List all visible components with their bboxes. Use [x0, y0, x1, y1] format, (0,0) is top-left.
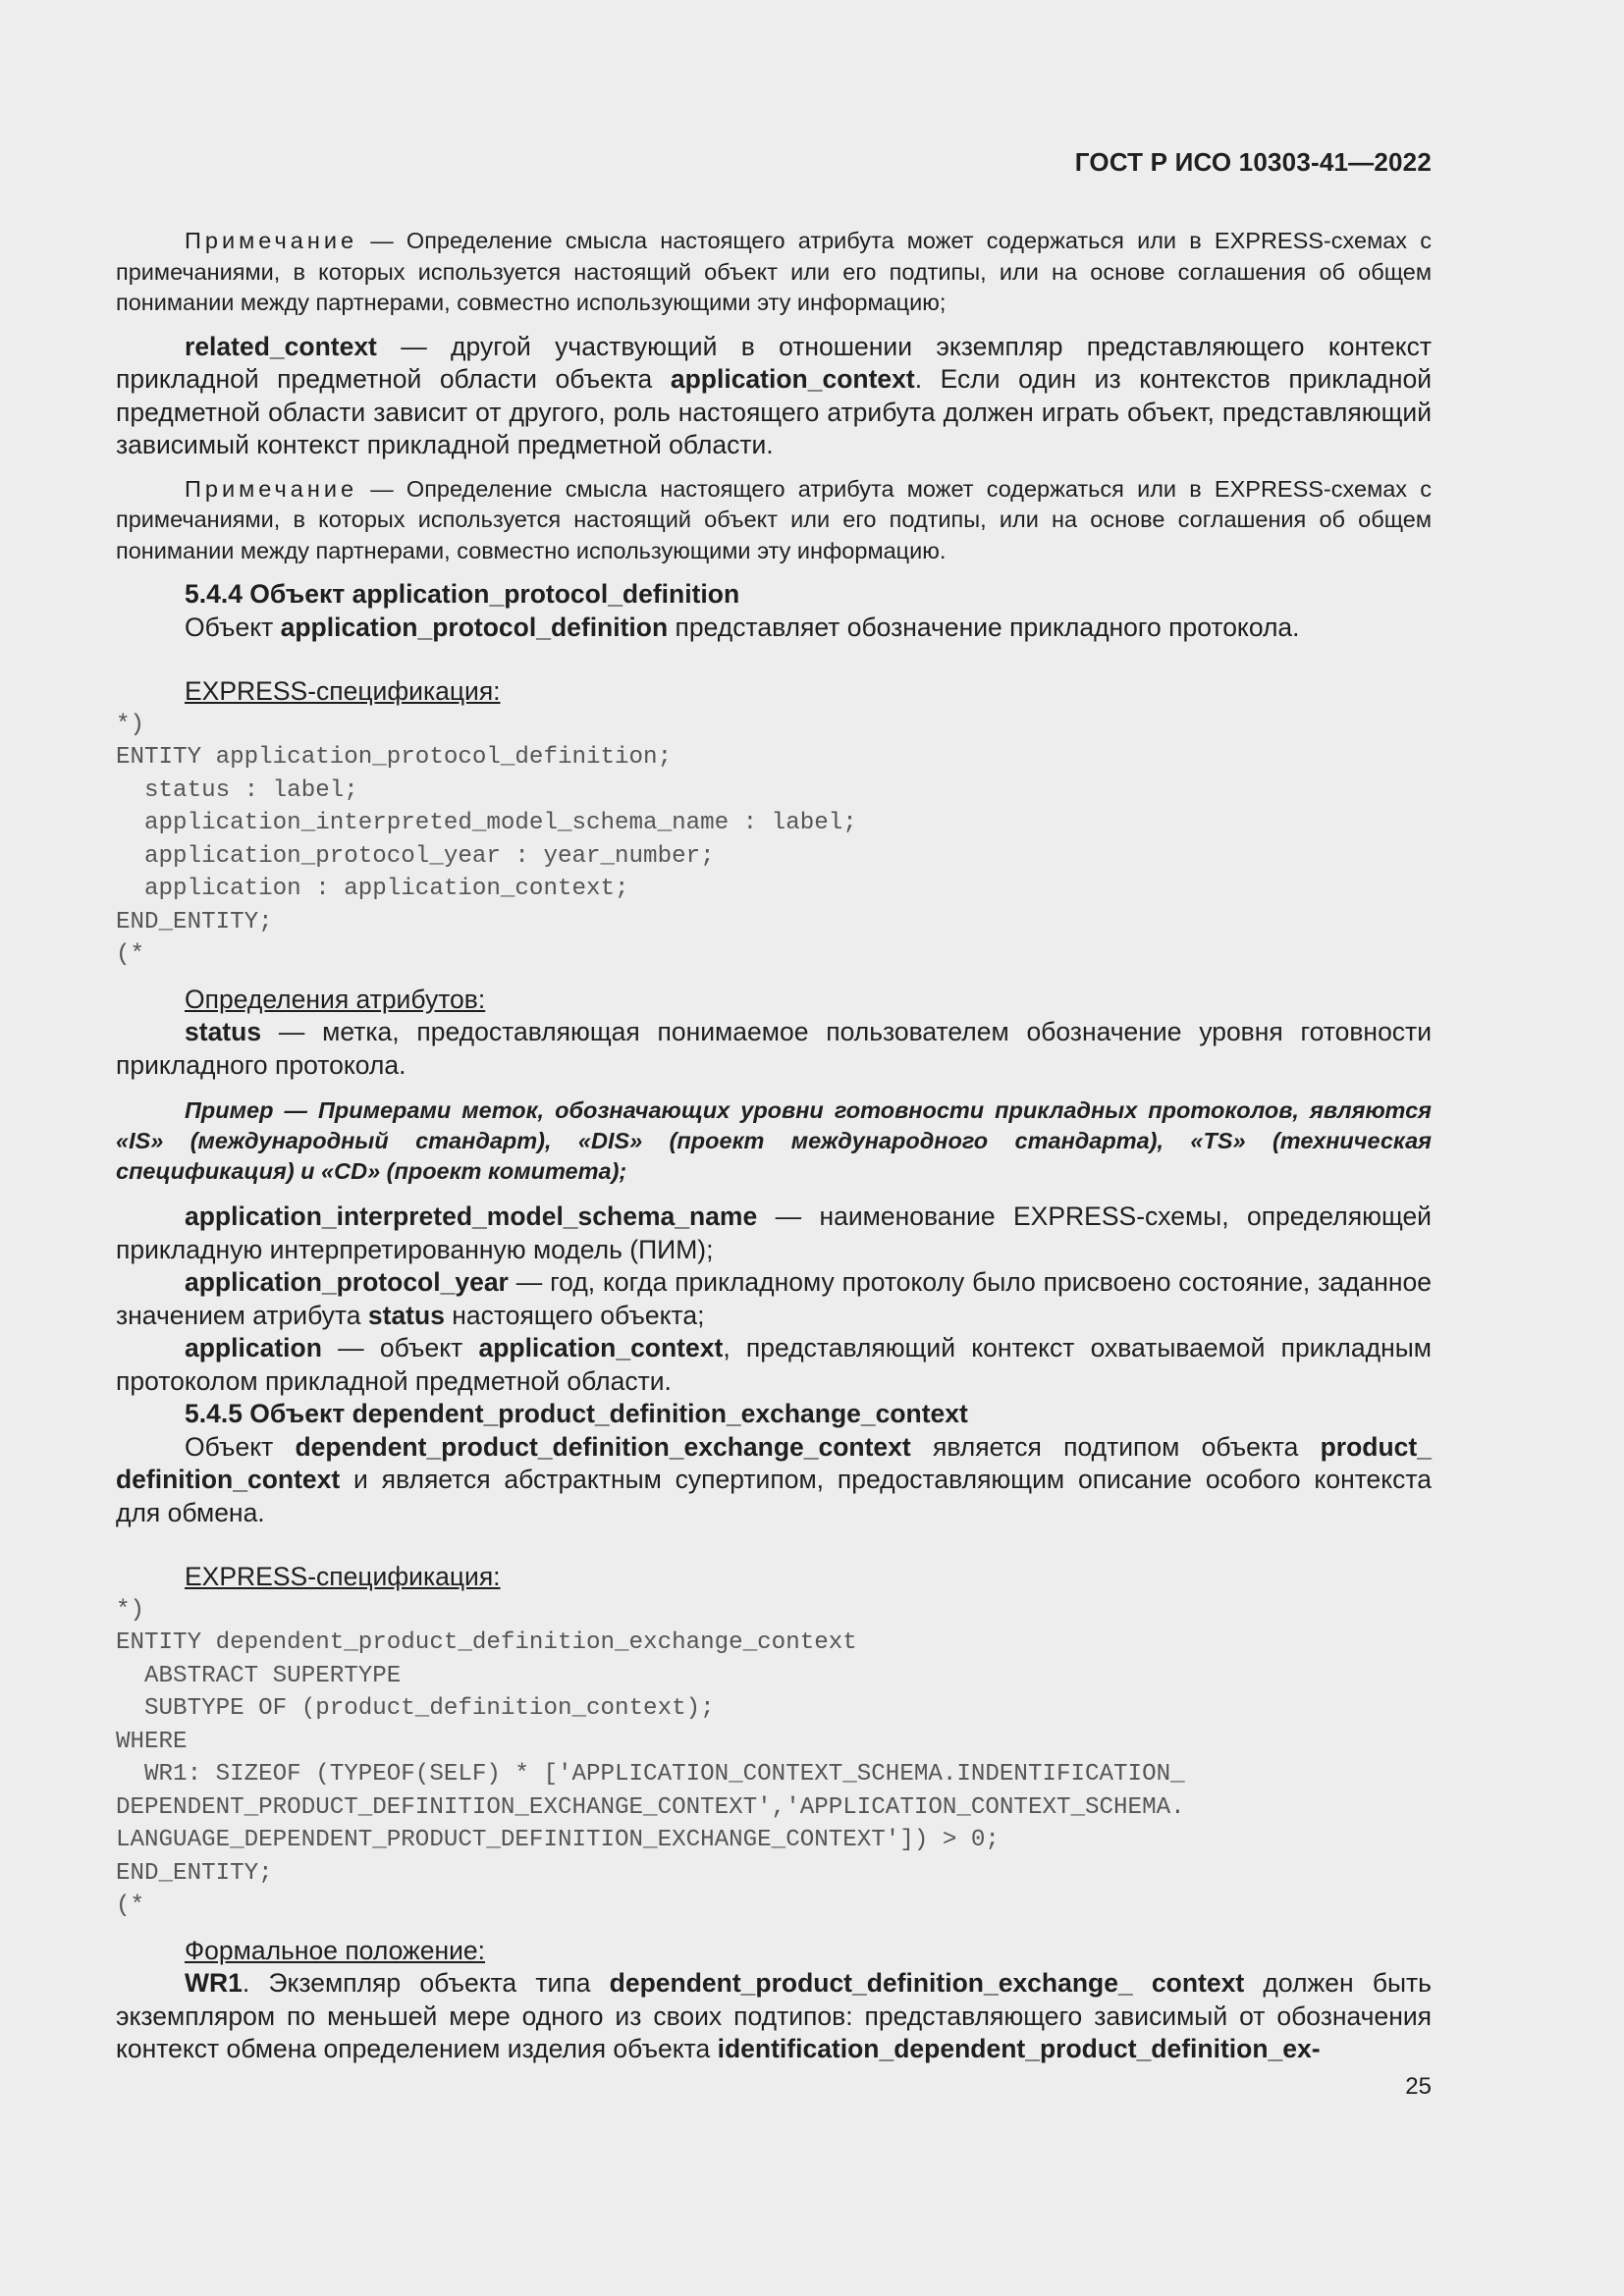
- section-heading: 5.4.5 Объект dependent_product_definition_exchange_context: [185, 1399, 968, 1428]
- attribute-ref: status: [367, 1300, 445, 1330]
- attribute-definitions-label: [116, 984, 1432, 1017]
- entity-name: product_ definition_context: [116, 1431, 1432, 1494]
- entity-name: identification_dependent_product_definition_ex-: [717, 2034, 1321, 2063]
- attribute-definition: [116, 1201, 1432, 1266]
- spacer: [116, 1529, 1432, 1561]
- attribute-text: , представляющий контекст охватываемой прикладным протоколом прикладной предметной области.: [116, 1333, 1432, 1396]
- attribute-text: настоящего объекта;: [444, 1300, 705, 1330]
- section-intro: [116, 1431, 1432, 1530]
- note-label: Примечание: [185, 475, 358, 502]
- express-label: [116, 1561, 1432, 1594]
- attribute-definition: [116, 1016, 1432, 1082]
- note-paragraph: [116, 474, 1432, 567]
- page-number: 25: [1405, 2073, 1432, 2100]
- intro-text: представляет обозначение прикладного протокола.: [668, 612, 1300, 642]
- express-label-text: EXPRESS-спецификация:: [185, 676, 501, 706]
- section-intro: [116, 612, 1432, 645]
- intro-text: Объект: [185, 612, 281, 642]
- attribute-definitions-text: Определения атрибутов:: [185, 984, 486, 1014]
- note-text: — Определение смысла настоящего атрибута может содержаться или в EXPRESS-схемах с примечаниями, в которых используется настоящий объект или его подтипы, или на основе соглашения об общем понимании между партнерами, совместно использующими эту информацию;: [116, 228, 1432, 315]
- attribute-term: status: [185, 1017, 262, 1046]
- entity-name: application_protocol_definition: [280, 612, 669, 642]
- attribute-text: . Если один из контекстов прикладной предметной области зависит от другого, роль настоящего атрибута должен играть объект, представляющий зависимый контекст прикладной предметной области.: [116, 364, 1433, 459]
- note-text: — Определение смысла настоящего атрибута может содержаться или в EXPRESS-схемах с примечаниями, в которых используется настоящий объект или его подтипы, или на основе соглашения об общем понимании между партнерами, совместно использующими эту информацию.: [116, 475, 1432, 563]
- attribute-term: application_interpreted_model_schema_name: [185, 1201, 758, 1231]
- document-page: [116, 0, 1432, 2296]
- formal-proposition-label: [116, 1935, 1432, 1968]
- example-paragraph: Пример — Примерами меток, обозначающих уровни готовности прикладных протоколов, являются «IS» (международный стандарт), «DIS» (проект международного стандарта), «TS» (техническая спецификация) и «CD» (проект комитета);: [116, 1097, 1432, 1184]
- attribute-ref: application_context: [478, 1333, 724, 1362]
- rule-text: . Экземпляр объекта типа: [242, 1968, 610, 1998]
- entity-name: dependent_product_definition_exchange_ context: [609, 1968, 1245, 1998]
- rule-definition: [116, 1967, 1432, 2066]
- rule-term: WR1: [185, 1968, 243, 1998]
- attribute-definition: [116, 1266, 1432, 1332]
- express-code-block: *) ENTITY dependent_product_definition_exchange_context ABSTRACT SUPERTYPE SUBTYPE OF (product_definition_context); WHERE WR1: SIZEOF (TYPEOF(SELF) * ['APPLICATION_CONTEXT_SCHEMA.INDENTIFICATION_ DEPENDENT_PRODUCT_DEFINITION_EXCHANGE_CONTEXT','APPLICATION_CONTEXT_SCHEMA. LANGUAGE_DEPENDENT_PRODUCT_DEFINITION_EXCHANGE_CONTEXT']) > 0; END_ENTITY; (*: [116, 1596, 1185, 1919]
- intro-text: и является абстрактным супертипом, предоставляющим описание особого контекста для обмена.: [116, 1465, 1432, 1527]
- attribute-text: — метка, предоставляющая понимаемое пользователем обозначение уровня готовности прикладного протокола.: [116, 1017, 1432, 1080]
- document-code: ГОСТ Р ИСО 10303-41—2022: [1074, 147, 1432, 177]
- attribute-definition: [116, 1332, 1432, 1398]
- note-label: Примечание: [185, 228, 358, 253]
- attribute-ref: application_context: [670, 364, 915, 394]
- attribute-term: application_protocol_year: [185, 1267, 509, 1297]
- attribute-text: — наименование EXPRESS-схемы, определяющей прикладную интерпретированную модель (ПИМ);: [116, 1201, 1432, 1264]
- spacer: [116, 644, 1432, 675]
- page-body: [116, 226, 1432, 2066]
- attribute-term: related_context: [185, 331, 377, 361]
- express-label: [116, 675, 1432, 709]
- attribute-text: — год, когда прикладному протоколу было присвоено состояние, заданное значением атрибута: [116, 1267, 1432, 1330]
- express-code-block: *) ENTITY application_protocol_definition; status : label; application_interpreted_model_schema_name : label; application_protocol_year : year_number; application : application_context; END_ENTITY; (*: [116, 711, 857, 968]
- rule-text: должен быть экземпляром по меньшей мере одного из своих подтипов: представляющего зависимый от обозначения контекст обмена определением изделия объекта: [116, 1968, 1432, 2063]
- intro-text: является подтипом объекта: [910, 1431, 1321, 1462]
- intro-text: Объект: [185, 1431, 296, 1462]
- attribute-text: — объект: [321, 1333, 479, 1362]
- note-paragraph: [116, 226, 1432, 319]
- attribute-definition: [116, 331, 1432, 462]
- section-heading: 5.4.4 Объект application_protocol_definition: [185, 579, 740, 609]
- formal-proposition-text: Формальное положение:: [185, 1935, 486, 1965]
- express-label-text: EXPRESS-спецификация:: [185, 1562, 501, 1591]
- entity-name: dependent_product_definition_exchange_context: [295, 1431, 911, 1462]
- attribute-term: application: [185, 1333, 322, 1362]
- attribute-text: — другой участвующий в отношении экземпляр представляющего контекст прикладной предметной области объекта: [116, 331, 1432, 394]
